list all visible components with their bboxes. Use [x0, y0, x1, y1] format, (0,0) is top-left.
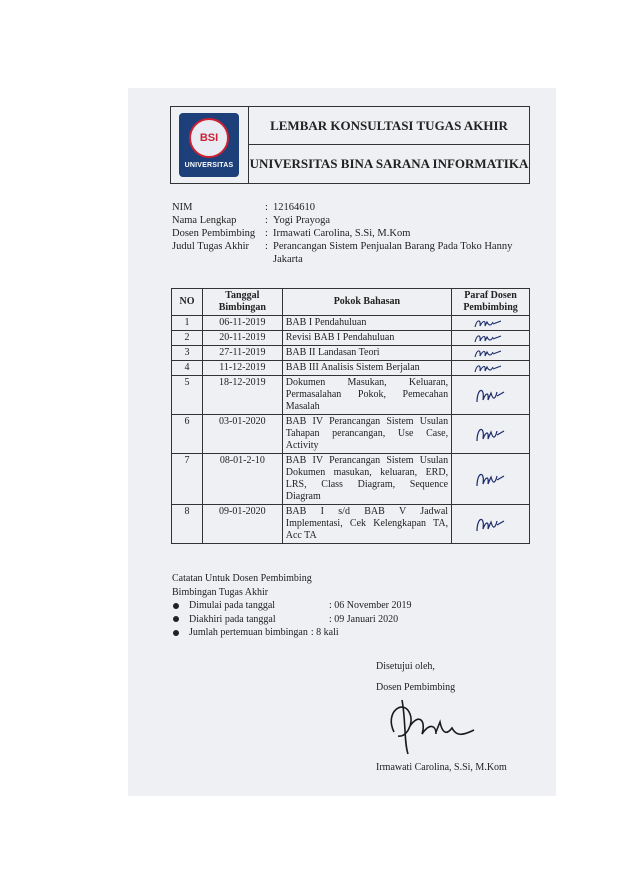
logo-cell — [171, 107, 249, 183]
bullet-icon — [173, 630, 179, 636]
row-signature — [452, 505, 530, 544]
row-topic: BAB IV Perancangan Sistem Usulan Tahapan perancangan, Use Case, Activity — [282, 415, 451, 454]
notes-subheading: Bimbingan Tugas Akhir — [172, 586, 269, 598]
row-no: 4 — [172, 361, 203, 376]
col-header-date: Tanggal Bimbingan — [202, 289, 282, 316]
table-row — [172, 415, 530, 454]
paraf-icon — [471, 423, 511, 445]
paraf-icon — [471, 513, 511, 535]
university-logo — [179, 113, 239, 177]
note-label: Jumlah pertemuan bimbingan — [189, 627, 308, 638]
bullet-icon — [173, 616, 179, 622]
table-row — [172, 454, 530, 505]
row-date: 20-11-2019 — [202, 331, 282, 346]
row-topic: BAB I s/d BAB V Jadwal Implementasi, Cek Kelengkapan TA, Acc TA — [282, 505, 451, 544]
table-row — [172, 316, 530, 331]
note-label: Dimulai pada tanggal — [189, 600, 276, 611]
separator: : — [265, 241, 268, 252]
table-row — [172, 376, 530, 415]
note-value: : 8 kali — [310, 627, 339, 638]
row-signature — [452, 376, 530, 415]
table-row — [172, 505, 530, 544]
row-topic: BAB IV Perancangan Sistem Usulan Dokumen masukan, keluaran, ERD, LRS, Class Diagram, Sequence Diagram — [282, 454, 451, 505]
table-row — [172, 361, 530, 376]
judul-value: Perancangan Sistem Penjualan Barang Pada Toko Hanny Jakarta — [273, 241, 513, 265]
separator: : — [265, 202, 268, 213]
note-value: : 09 Januari 2020 — [329, 613, 399, 625]
bullet-icon — [173, 603, 179, 609]
table-row — [172, 331, 530, 346]
col-header-no: NO — [172, 289, 203, 316]
row-signature — [452, 346, 530, 361]
list-item — [172, 613, 412, 627]
note-value: : 06 November 2019 — [329, 600, 412, 611]
separator: : — [265, 228, 268, 239]
row-date: 27-11-2019 — [202, 346, 282, 361]
row-date: 08-01-2-10 — [202, 454, 282, 505]
logo-emblem — [189, 118, 229, 158]
dosen-label: Dosen Pembimbing — [172, 228, 256, 239]
row-date: 09-01-2020 — [202, 505, 282, 544]
col-header-signature: Paraf Dosen Pembimbing — [452, 289, 530, 316]
table-row — [172, 346, 530, 361]
row-no: 2 — [172, 331, 203, 346]
row-topic: Revisi BAB I Pendahuluan — [282, 331, 451, 346]
supervisor-notes — [172, 572, 412, 640]
separator: : — [265, 215, 268, 226]
approver-name: Irmawati Carolina, S.Si, M.Kom — [376, 762, 507, 773]
nama-label: Nama Lengkap — [172, 215, 237, 226]
consultation-table — [171, 288, 530, 544]
table-header-row — [172, 289, 530, 316]
row-signature — [452, 361, 530, 376]
row-no: 8 — [172, 505, 203, 544]
paraf-icon — [471, 362, 511, 374]
nim-value: 12164610 — [273, 202, 315, 213]
note-label: Diakhiri pada tanggal — [189, 613, 276, 625]
info-row-judul — [172, 240, 523, 266]
paraf-icon — [471, 317, 511, 329]
col-header-topic: Pokok Bahasan — [282, 289, 451, 316]
approver-role: Dosen Pembimbing — [376, 682, 456, 693]
logo-label: UNIVERSITAS — [184, 162, 234, 169]
row-topic: BAB II Landasan Teori — [282, 346, 451, 361]
paraf-icon — [471, 468, 511, 490]
row-date: 03-01-2020 — [202, 415, 282, 454]
list-item — [172, 599, 412, 613]
approved-by-text: Disetujui oleh, — [376, 661, 435, 672]
row-signature — [452, 331, 530, 346]
judul-label: Judul Tugas Akhir — [172, 241, 250, 252]
row-signature — [452, 454, 530, 505]
row-topic: Dokumen Masukan, Keluaran, Permasalahan Pokok, Pemecahan Masalah — [282, 376, 451, 415]
logo-initials: BSI — [199, 132, 219, 144]
signature-icon — [380, 692, 480, 756]
row-signature — [452, 415, 530, 454]
institution-name: UNIVERSITAS BINA SARANA INFORMATIKA — [249, 156, 529, 171]
paraf-icon — [471, 384, 511, 406]
row-signature — [452, 316, 530, 331]
row-no: 6 — [172, 415, 203, 454]
row-date: 18-12-2019 — [202, 376, 282, 415]
row-date: 06-11-2019 — [202, 316, 282, 331]
document-title: LEMBAR KONSULTASI TUGAS AKHIR — [249, 107, 529, 145]
row-date: 11-12-2019 — [202, 361, 282, 376]
info-row-nama — [172, 214, 523, 227]
info-row-nim — [172, 201, 523, 214]
nama-value: Yogi Prayoga — [273, 215, 330, 226]
paraf-icon — [471, 332, 511, 344]
document-header — [170, 106, 530, 184]
notes-heading: Catatan Untuk Dosen Pembimbing — [172, 573, 312, 584]
row-topic: BAB I Pendahuluan — [282, 316, 451, 331]
approval-block — [376, 660, 455, 694]
row-no: 7 — [172, 454, 203, 505]
paraf-icon — [471, 347, 511, 359]
student-info — [172, 201, 523, 266]
row-no: 1 — [172, 316, 203, 331]
row-no: 5 — [172, 376, 203, 415]
dosen-value: Irmawati Carolina, S.Si, M.Kom — [273, 228, 411, 239]
row-topic: BAB III Analisis Sistem Berjalan — [282, 361, 451, 376]
nim-label: NIM — [172, 202, 193, 213]
row-no: 3 — [172, 346, 203, 361]
list-item — [172, 626, 412, 640]
info-row-dosen — [172, 227, 523, 240]
